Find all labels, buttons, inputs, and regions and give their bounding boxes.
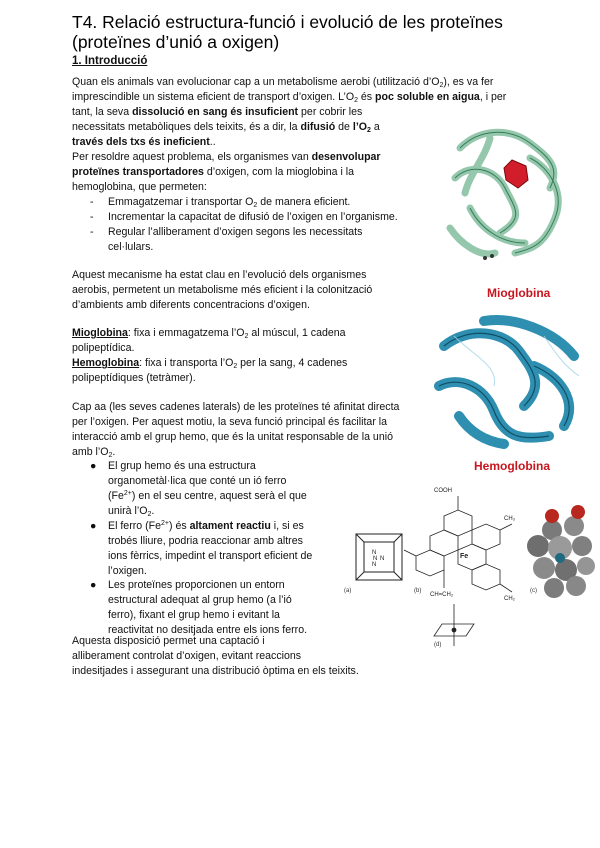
list-item: - Regular l’alliberament d’oxigen segons les necessitats	[90, 226, 363, 238]
bullet-icon: ●	[90, 579, 97, 591]
label-c: (c)	[530, 588, 537, 594]
text-line: Aquest mecanisme ha estat clau en l’evolució dels organismes	[72, 269, 367, 281]
text-line: aerobis, permetent un metabolisme més eficient i la colonització	[72, 284, 373, 296]
section-heading: 1. Introducció	[72, 55, 148, 67]
porphyrin-skeleton-a	[356, 534, 402, 580]
label-b: (b)	[414, 588, 422, 594]
intro-line: imprescindible un sistema eficient de transport d’oxigen. $L’O_2$ és poc soluble en aigua, i per	[72, 91, 507, 104]
hemoglobina-def: Hemoglobina: fixa i transporta $l’O_2$ per la sang, 4 cadenes	[72, 357, 348, 370]
intro-line: través dels txs és ineficient..	[72, 136, 216, 148]
bullet-iron-reactive	[108, 519, 338, 579]
protein-definitions	[72, 326, 432, 386]
list-item: - Emmagatzemar i transportar $O_2$ de manera eficient.	[90, 196, 351, 209]
text-line: alliberament controlat d’oxigen, evitant reaccions	[72, 650, 302, 662]
list-item: - Incrementar la capacitat de difusió de l’oxigen en l’organisme.	[90, 211, 398, 223]
text-line: ferro), fixant el grup hemo i evitant la	[108, 609, 280, 621]
hemoglobin-structure-image	[424, 306, 594, 454]
page-title	[72, 12, 503, 52]
heme-space-filling-c	[527, 505, 595, 598]
heme-plane-d	[434, 604, 474, 646]
svg-text:N: N	[372, 562, 377, 568]
title-line-2: (proteïnes d’unió a oxigen)	[72, 32, 280, 52]
text-line: d’ambients amb diferents concentracions d’oxigen.	[72, 299, 310, 311]
intro-line: proteïnes transportadores d’oxigen, com la mioglobina i la	[72, 166, 355, 178]
intro-line: Quan els animals van evolucionar cap a un metabolisme aerobi (utilització $d’O_2$), es va fer	[72, 76, 494, 89]
myoglobin-structure-image	[440, 118, 580, 268]
atom-label: CH₃	[504, 516, 516, 522]
heme-group-icon	[504, 160, 528, 188]
myoglobin-caption: Mioglobina	[487, 286, 551, 300]
svg-text:N: N	[373, 556, 378, 562]
text-line: Aquesta disposició permet una captació i	[72, 635, 265, 647]
label-a: (a)	[344, 588, 352, 594]
text-line: estructural adequat al grup hemo (a l’ió	[108, 594, 292, 606]
mioglobina-def-cont: polipeptídica.	[72, 342, 135, 354]
function-list	[90, 195, 430, 255]
text-line: reactivitat no desitjada entre els ions ferro.	[108, 624, 308, 636]
text-line: indesitjades i assegurant una distribució òptima en els teixits.	[72, 665, 359, 677]
text-line: trobés lliure, podria reaccionar amb altres	[108, 535, 303, 547]
text-line: El ferro $(Fe^{2+})$ és altament reactiu i, si es	[108, 520, 304, 532]
text-line: per l’oxigen. Per aquest motiu, la seva funció principal és facilitar la	[72, 416, 388, 428]
label-d: (d)	[434, 642, 442, 648]
atom-label: CH=CH₂	[430, 592, 454, 598]
text-line: organometàl·lica que conté un ió ferro	[108, 475, 287, 487]
bullet-hemo-group	[108, 459, 328, 519]
bullet-icon: ●	[90, 460, 97, 472]
bullet-protein-environment	[108, 578, 348, 638]
intro-line: hemoglobina, que permeten:	[72, 181, 207, 193]
atom-label: CH₂	[504, 596, 515, 602]
list-item-continuation: cel·lulars.	[108, 241, 154, 253]
intro-line: tant, la seva dissolució en sang és insuficient per cobrir les	[72, 106, 363, 118]
text-line: Les proteïnes proporcionen un entorn	[108, 579, 285, 591]
atom-label: COOH	[434, 488, 452, 494]
heme-formula-b	[404, 496, 512, 592]
text-line: l’oxigen.	[108, 565, 147, 577]
svg-text:N: N	[380, 556, 385, 562]
text-line: ions fèrrics, impedint el transport eficient de	[108, 550, 313, 562]
text-line: unirà $l’O_2$.	[108, 505, 155, 518]
text-line: amb $l’O_2$.	[72, 446, 116, 459]
title-line-1: T4. Relació estructura-funció i evolució de les proteïnes	[72, 12, 503, 32]
bullet-icon: ●	[90, 520, 97, 532]
text-line: $(Fe^{2+})$ en el seu centre, aquest serà el que	[108, 490, 307, 502]
text-line: interacció amb el grup hemo, que és la unitat responsable de la unió	[72, 431, 393, 443]
svg-text:N: N	[372, 550, 377, 556]
intro-line: necessitats metabòliques dels teixits, és a dir, la difusió de $l’O_2$ a	[72, 121, 380, 134]
text-line: El grup hemo és una estructura	[108, 460, 256, 472]
text-line: Cap aa (les seves cadenes laterals) de les proteïnes té afinitat directa	[72, 401, 400, 413]
intro-line: Per resoldre aquest problema, els organismes van desenvolupar	[72, 151, 381, 163]
hemoglobin-caption: Hemoglobina	[474, 459, 551, 473]
atom-label: Fe	[460, 553, 469, 560]
mioglobina-def: Mioglobina: fixa i emmagatzema $l’O_2$ al múscul, 1 cadena	[72, 327, 346, 340]
hemoglobina-def-cont: polipeptídiques (tetràmer).	[72, 372, 196, 384]
evolution-paragraph	[72, 268, 432, 313]
cap-paragraph	[72, 400, 442, 460]
heme-group-diagram	[334, 476, 596, 648]
